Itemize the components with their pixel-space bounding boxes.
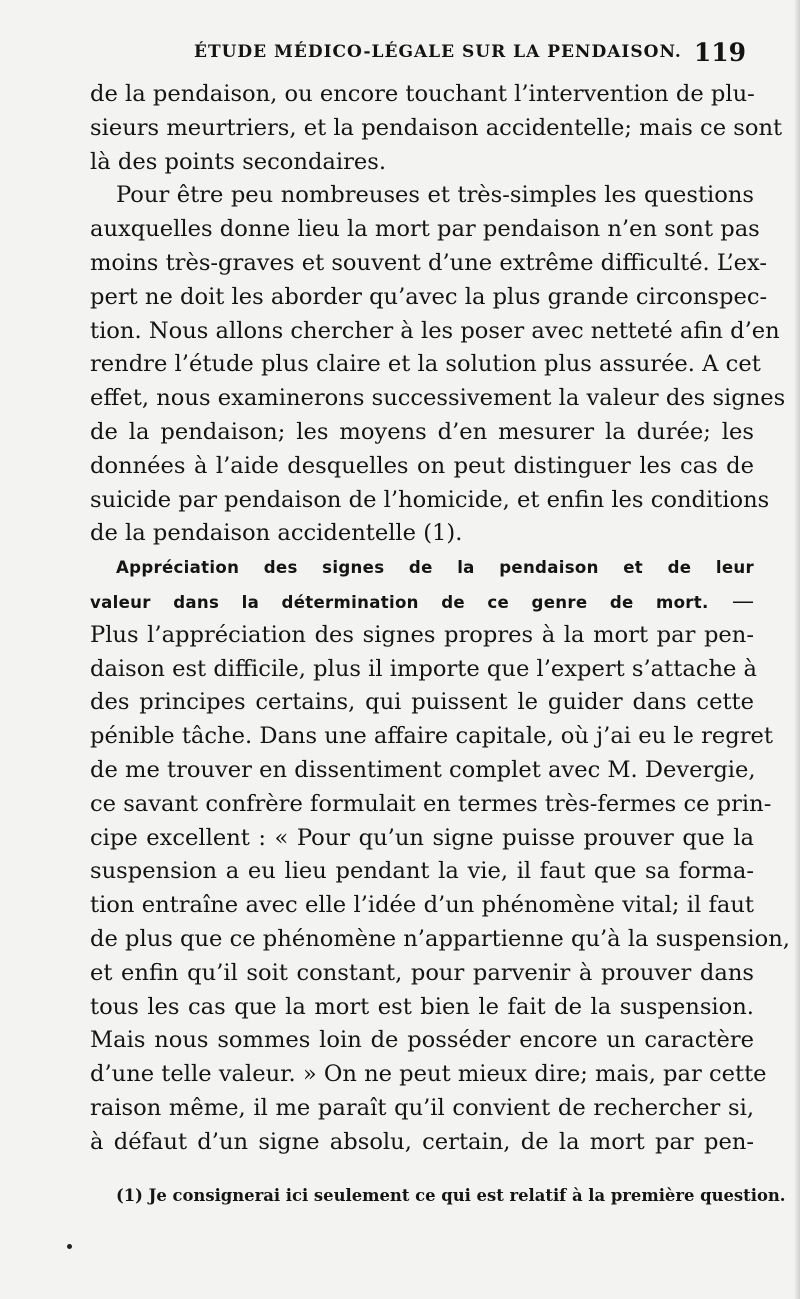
- text-line: Pour être peu nombreuses et très-simples les questions: [116, 182, 754, 209]
- section-heading-line: [90, 585, 754, 619]
- text-line: suicide par pendaison de l’homicide, et enfin les conditions: [90, 486, 770, 513]
- text-line: rendre l’étude plus claire et la solution plus assurée. A cet: [90, 351, 761, 378]
- text-line: cipe excellent : « Pour qu’un signe puisse prouver que la: [90, 824, 754, 851]
- text-line: auxquelles donne lieu la mort par pendaison n’en sont pas: [90, 216, 760, 243]
- text-line: de plus que ce phénomène n’appartienne qu’à la suspension,: [90, 925, 790, 952]
- text-line: moins très-graves et souvent d’une extrême difficulté. L’ex-: [90, 249, 768, 276]
- text-line: à défaut d’un signe absolu, certain, de la mort par pen-: [90, 1128, 754, 1155]
- text-line: effet, nous examinerons successivement la valeur des signes: [90, 385, 786, 412]
- text-line: d’une telle valeur. » On ne peut mieux dire; mais, par cette: [90, 1061, 767, 1088]
- text-line: de la pendaison; les moyens d’en mesurer la durée; les: [90, 418, 754, 445]
- section-heading: [90, 551, 754, 619]
- text-line: daison est difficile, plus il importe que l’expert s’attache à: [90, 655, 758, 682]
- text-line: ce savant confrère formulait en termes très-fermes ce prin-: [90, 790, 772, 817]
- text-line: de la pendaison accidentelle (1).: [90, 520, 463, 547]
- section-heading-text: valeur dans la détermination de ce genre de mort.: [90, 592, 709, 612]
- page-edge-shadow: [794, 0, 800, 1299]
- text-line: là des points secondaires.: [90, 148, 387, 175]
- text-line: et enfin qu’il soit constant, pour parvenir à prouver dans: [90, 959, 754, 986]
- text-line: suspension a eu lieu pendant la vie, il faut que sa forma-: [90, 858, 754, 885]
- paragraph-1: [90, 78, 783, 179]
- text-line: pert ne doit les aborder qu’avec la plus grande circonspec-: [90, 283, 768, 310]
- ink-speck: [67, 1244, 72, 1249]
- text-line: de la pendaison, ou encore touchant l’intervention de plu-: [90, 81, 755, 107]
- text-line: données à l’aide desquelles on peut distinguer les cas de: [90, 452, 754, 479]
- text-line: tous les cas que la mort est bien le fait de la suspension.: [90, 993, 754, 1020]
- text-line: Plus l’appréciation des signes propres à la mort par pen-: [90, 621, 754, 648]
- text-line: tion entraîne avec elle l’idée d’un phénomène vital; il faut: [90, 892, 754, 919]
- text-line: tion. Nous allons chercher à les poser avec netteté afin d’en: [90, 317, 780, 344]
- text-line: sieurs meurtriers, et la pendaison accidentelle; mais ce sont: [90, 114, 783, 141]
- em-dash: —: [708, 588, 754, 614]
- page-number: 119: [693, 38, 746, 67]
- text-line: de me trouver en dissentiment complet avec M. Devergie,: [90, 756, 756, 783]
- text-line: Mais nous sommes loin de posséder encore un caractère: [90, 1027, 754, 1054]
- page-header: [90, 36, 750, 72]
- text-line: des principes certains, qui puissent le guider dans cette: [90, 689, 754, 716]
- paragraph-2: [90, 179, 786, 551]
- text-line: pénible tâche. Dans une affaire capitale, où j’ai eu le regret: [90, 723, 773, 750]
- running-title: ÉTUDE MÉDICO-LÉGALE SUR LA PENDAISON.: [194, 42, 682, 62]
- body-text: [90, 78, 790, 1160]
- section-heading-line: Appréciation des signes de la pendaison et de leur: [116, 558, 754, 578]
- footnote: (1) Je consignerai ici seulement ce qui est relatif à la première question.: [116, 1186, 786, 1205]
- paragraph-3: [90, 619, 790, 1160]
- text-line: raison même, il me paraît qu’il convient de rechercher si,: [90, 1094, 754, 1121]
